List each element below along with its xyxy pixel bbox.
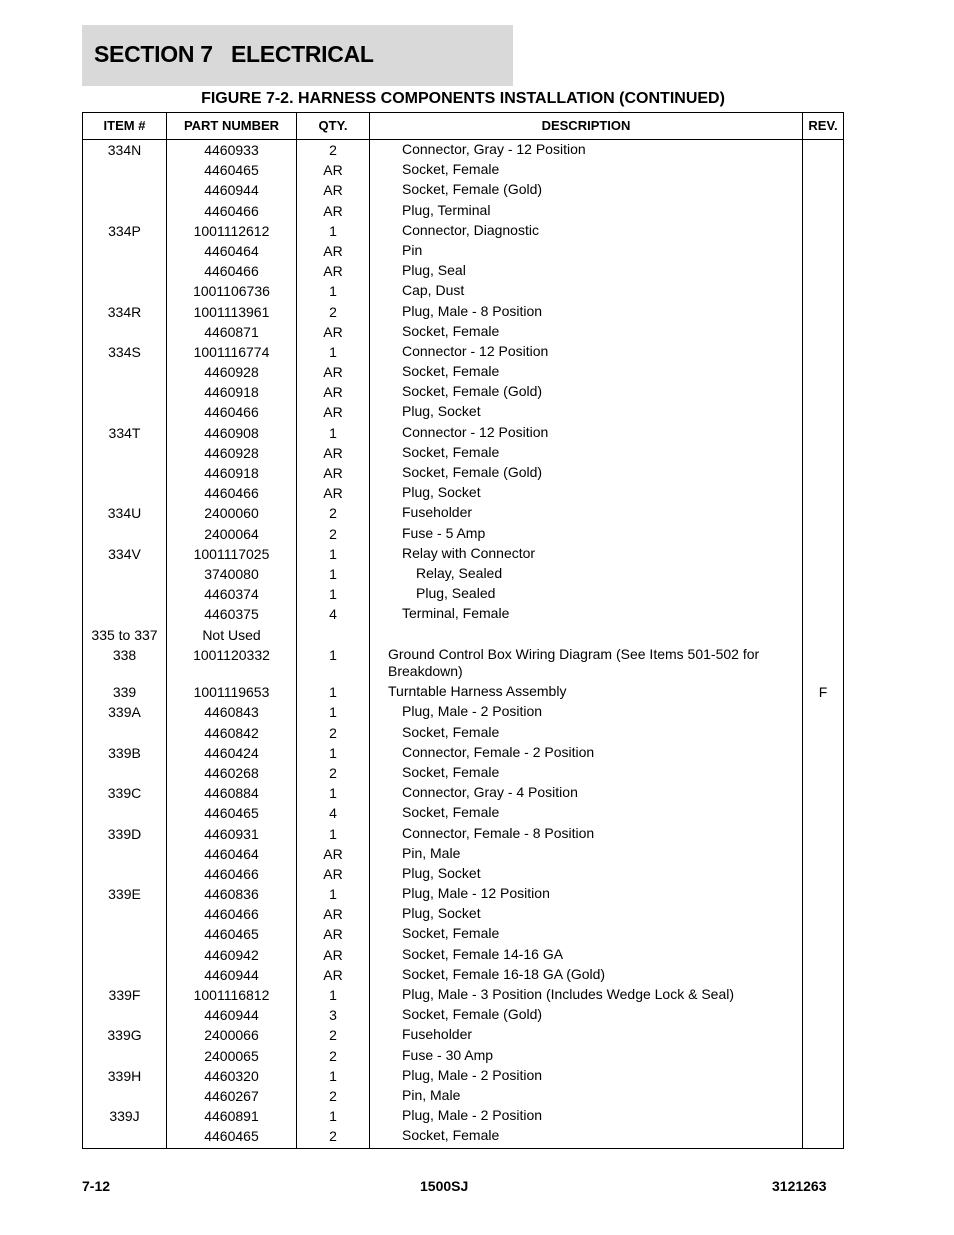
table-row [83, 221, 843, 241]
description-cell: Connector, Female - 2 Position [402, 743, 595, 760]
table-row [83, 682, 843, 702]
part-number-cell: 4460944 [204, 182, 259, 199]
qty-cell: 1 [329, 586, 337, 603]
table-row [83, 1046, 843, 1066]
description-cell: Plug, Socket [402, 905, 481, 922]
part-number-cell: 4460466 [204, 485, 259, 502]
description-cell: Connector, Female - 8 Position [402, 824, 595, 841]
item-cell: 339C [107, 785, 142, 802]
qty-cell: AR [323, 865, 343, 882]
description-cell: Socket, Female [402, 763, 500, 780]
part-number-cell: 4460918 [204, 384, 259, 401]
table-row [83, 924, 843, 944]
part-number-cell: 4460836 [204, 886, 259, 903]
part-number-cell: 4460944 [204, 966, 259, 983]
qty-cell: 1 [329, 886, 337, 903]
item-cell: 339D [107, 825, 142, 842]
table-row [83, 463, 843, 483]
part-number-cell: 4460466 [204, 906, 259, 923]
item-cell: 339J [109, 1108, 140, 1125]
description-cell: Pin [402, 241, 423, 258]
qty-cell: AR [323, 364, 343, 381]
part-number-cell: 2400065 [204, 1047, 259, 1064]
qty-cell: 1 [329, 222, 337, 239]
description-cell: Fuseholder [402, 1026, 473, 1043]
qty-cell: AR [323, 202, 343, 219]
qty-cell: 1 [329, 565, 337, 582]
table-row [83, 201, 843, 221]
table-row [83, 281, 843, 301]
qty-cell: 2 [329, 764, 337, 781]
description-cell: Relay with Connector [402, 544, 536, 561]
part-number-cell: 4460466 [204, 263, 259, 280]
description-cell: Plug, Male - 2 Position [402, 1066, 543, 1083]
table-row [83, 783, 843, 803]
description-cell: Plug, Male - 8 Position [402, 302, 543, 319]
description-cell: Connector - 12 Position [402, 342, 549, 359]
part-number-cell: 4460908 [204, 424, 259, 441]
description-cell: Socket, Female [402, 322, 500, 339]
table-row [83, 544, 843, 564]
qty-cell: 1 [329, 283, 337, 300]
part-number-cell: 4460424 [204, 744, 259, 761]
table-row [83, 1025, 843, 1045]
part-number-cell: 4460375 [204, 606, 259, 623]
item-cell: 334U [107, 505, 142, 522]
part-number-cell: 4460871 [204, 323, 259, 340]
part-number-cell: 4460928 [204, 444, 259, 461]
description-cell: Plug, Male - 3 Position (Includes Wedge Lock & Seal) [402, 986, 735, 1002]
part-number-cell: 4460374 [204, 586, 259, 603]
description-cell: Socket, Female 16-18 GA (Gold) [402, 965, 606, 982]
column-header-description: DESCRIPTION [541, 118, 631, 133]
table-row [83, 302, 843, 322]
table-row [83, 625, 843, 645]
part-number-cell: 4460931 [204, 825, 259, 842]
qty-cell: 1 [329, 343, 337, 360]
qty-cell: AR [323, 323, 343, 340]
qty-cell: 2 [329, 1128, 337, 1145]
description-cell: Plug, Male - 2 Position [402, 703, 543, 720]
qty-cell: 1 [329, 684, 337, 701]
description-cell: Socket, Female [402, 925, 500, 942]
table-row [83, 524, 843, 544]
qty-cell: AR [323, 926, 343, 943]
item-cell: 339E [108, 886, 141, 903]
part-number-cell: Not Used [202, 626, 261, 643]
qty-cell: 2 [329, 525, 337, 542]
table-row [83, 1126, 843, 1146]
table-row [83, 1066, 843, 1086]
item-cell: 335 to 337 [91, 626, 158, 643]
table-row [83, 904, 843, 924]
column-header-part-number: PART NUMBER [183, 118, 280, 133]
qty-cell: 2 [329, 1087, 337, 1104]
description-cell: Plug, Terminal [402, 201, 491, 218]
description-cell: Socket, Female (Gold) [402, 181, 543, 198]
part-number-cell: 4460843 [204, 704, 259, 721]
item-cell: 339A [108, 704, 141, 721]
description-cell: Connector - 12 Position [402, 423, 549, 440]
description-cell: Plug, Socket [402, 484, 481, 501]
part-number-cell: 4460884 [204, 785, 259, 802]
figure-title: FIGURE 7-2. HARNESS COMPONENTS INSTALLATION (CONTINUED) [201, 90, 725, 107]
description-cell: Connector, Gray - 12 Position [402, 141, 586, 157]
qty-cell: 2 [329, 303, 337, 320]
section-banner [82, 25, 513, 86]
qty-cell: AR [323, 906, 343, 923]
description-cell: Pin, Male [402, 1086, 461, 1103]
table-row [83, 723, 843, 743]
part-number-cell: 4460891 [204, 1108, 259, 1125]
qty-cell: AR [323, 263, 343, 280]
table-row [83, 584, 843, 604]
item-cell: 338 [112, 646, 137, 663]
qty-cell: AR [323, 845, 343, 862]
qty-cell: 1 [329, 825, 337, 842]
part-number-cell: 4460464 [204, 242, 259, 259]
table-row [83, 402, 843, 422]
part-number-cell: 4460944 [204, 1007, 259, 1024]
description-cell: Fuseholder [402, 504, 473, 521]
part-number-cell: 1001116774 [193, 343, 270, 360]
description-cell: Socket, Female [402, 443, 500, 460]
part-number-cell: 4460465 [204, 1128, 259, 1145]
document-number: 3121263 [772, 1178, 827, 1194]
section-title: SECTION 7 ELECTRICAL [94, 41, 374, 67]
qty-cell: AR [323, 444, 343, 461]
column-header-qty: QTY. [318, 118, 348, 133]
description-cell: Ground Control Box Wiring Diagram (See Items 501-502 for Breakdown) [388, 645, 760, 679]
part-number-cell: 1001119653 [193, 684, 270, 701]
part-number-cell: 4460466 [204, 404, 259, 421]
qty-cell: 1 [329, 704, 337, 721]
part-number-cell: 3740080 [204, 565, 259, 582]
table-row [83, 160, 843, 180]
table-row [83, 180, 843, 200]
part-number-cell: 1001116812 [193, 987, 270, 1003]
table-row [83, 1005, 843, 1025]
qty-cell: 1 [329, 545, 337, 562]
table-row [83, 342, 843, 362]
qty-cell: 2 [329, 1047, 337, 1064]
item-cell: 334N [107, 142, 142, 158]
table-row [83, 965, 843, 985]
qty-cell: 1 [329, 744, 337, 761]
description-cell: Socket, Female [402, 363, 500, 380]
qty-cell: AR [323, 465, 343, 481]
table-row [83, 604, 843, 624]
description-cell: Socket, Female [402, 1127, 500, 1144]
item-cell: 339B [108, 744, 141, 761]
qty-cell: 1 [329, 1108, 337, 1125]
description-cell: Relay, Sealed [416, 564, 503, 581]
description-cell: Terminal, Female [402, 605, 510, 622]
part-number-cell: 1001113961 [193, 303, 270, 320]
item-cell: 339G [107, 1027, 142, 1044]
qty-cell: AR [323, 384, 343, 401]
part-number-cell: 1001106736 [193, 283, 270, 300]
description-cell: Socket, Female (Gold) [402, 383, 543, 400]
part-number-cell: 4460464 [204, 845, 259, 862]
description-cell: Fuse - 30 Amp [402, 1046, 494, 1063]
table-row [83, 1086, 843, 1106]
table-row [83, 503, 843, 523]
qty-cell: AR [323, 242, 343, 259]
item-cell: 339F [108, 987, 141, 1003]
table-row [83, 985, 843, 1005]
part-number-cell: 4460466 [204, 202, 259, 219]
part-number-cell: 4460465 [204, 805, 259, 822]
table-row [83, 322, 843, 342]
table-row [83, 362, 843, 382]
description-cell: Plug, Seal [402, 262, 466, 279]
description-cell: Plug, Socket [402, 864, 481, 881]
item-cell: 339H [107, 1067, 142, 1084]
part-number-cell: 4460465 [204, 926, 259, 943]
description-cell: Plug, Sealed [416, 585, 496, 602]
part-number-cell: 4460942 [204, 946, 259, 963]
table-row [83, 824, 843, 844]
qty-cell: 2 [329, 724, 337, 741]
description-cell: Socket, Female [402, 804, 500, 821]
table-row [83, 1106, 843, 1126]
table-row [83, 803, 843, 823]
qty-cell: 1 [329, 646, 337, 663]
qty-cell: 2 [329, 1027, 337, 1044]
table-row [83, 884, 843, 904]
qty-cell: AR [323, 182, 343, 199]
qty-cell: 1 [329, 424, 337, 441]
table-row [83, 844, 843, 864]
description-cell: Connector, Diagnostic [402, 221, 539, 238]
description-cell: Fuse - 5 Amp [402, 524, 486, 541]
description-cell: Socket, Female (Gold) [402, 464, 543, 480]
description-cell: Pin, Male [402, 844, 461, 861]
table-row [83, 443, 843, 463]
table-row [83, 261, 843, 281]
page-number: 7-12 [82, 1178, 111, 1194]
item-cell: 334S [108, 343, 141, 360]
description-cell: Connector, Gray - 4 Position [402, 784, 578, 801]
item-cell: 334R [107, 303, 142, 320]
part-number-cell: 4460928 [204, 364, 259, 381]
qty-cell: AR [323, 966, 343, 983]
table-row [83, 483, 843, 503]
qty-cell: AR [323, 946, 343, 963]
table-row [83, 564, 843, 584]
part-number-cell: 2400066 [204, 1027, 259, 1044]
qty-cell: AR [323, 404, 343, 421]
qty-cell: 2 [329, 142, 337, 158]
rev-cell: F [818, 684, 828, 701]
item-cell: 334V [108, 545, 141, 562]
qty-cell: 1 [329, 987, 337, 1003]
part-number-cell: 4460320 [204, 1067, 259, 1084]
part-number-cell: 2400060 [204, 505, 259, 522]
part-number-cell: 4460933 [204, 142, 259, 158]
description-cell: Plug, Male - 12 Position [402, 885, 550, 902]
qty-cell: 4 [329, 606, 337, 623]
table-row [83, 423, 843, 443]
item-cell: 339 [112, 684, 137, 701]
item-cell: 334P [108, 222, 141, 239]
table-row [83, 763, 843, 783]
part-number-cell: 1001117025 [193, 545, 270, 562]
part-number-cell: 1001120332 [193, 646, 270, 663]
item-cell: 334T [108, 424, 141, 441]
part-number-cell: 4460466 [204, 865, 259, 882]
model-name: 1500SJ [420, 1178, 469, 1194]
table-row [83, 864, 843, 884]
table-row [83, 702, 843, 722]
table-row [83, 743, 843, 763]
description-cell: Plug, Male - 2 Position [402, 1107, 543, 1124]
description-cell: Socket, Female (Gold) [402, 1006, 543, 1023]
description-cell: Socket, Female [402, 161, 500, 178]
part-number-cell: 2400064 [204, 525, 259, 542]
qty-cell: 4 [329, 805, 337, 822]
part-number-cell: 4460465 [204, 162, 259, 179]
table-row [83, 241, 843, 261]
part-number-cell: 4460918 [204, 465, 259, 481]
description-cell: Socket, Female [402, 723, 500, 740]
table-row [83, 140, 843, 160]
description-cell: Cap, Dust [402, 282, 465, 299]
part-number-cell: 4460268 [204, 764, 259, 781]
column-header-item: ITEM # [103, 118, 146, 133]
qty-cell: AR [323, 162, 343, 179]
table-row [83, 945, 843, 965]
description-cell: Turntable Harness Assembly [388, 683, 567, 700]
table-row [83, 382, 843, 402]
qty-cell: 2 [329, 505, 337, 522]
part-number-cell: 4460267 [204, 1087, 259, 1104]
part-number-cell: 4460842 [204, 724, 259, 741]
qty-cell: 1 [329, 1067, 337, 1084]
parts-table [82, 112, 844, 1149]
description-cell: Socket, Female 14-16 GA [402, 945, 564, 962]
description-cell: Plug, Socket [402, 403, 481, 420]
qty-cell: 3 [329, 1007, 337, 1024]
table-row [83, 645, 843, 683]
qty-cell: AR [323, 485, 343, 502]
column-header-rev: REV. [808, 118, 838, 133]
part-number-cell: 1001112612 [193, 222, 270, 239]
table-body [83, 140, 843, 1147]
qty-cell: 1 [329, 785, 337, 802]
